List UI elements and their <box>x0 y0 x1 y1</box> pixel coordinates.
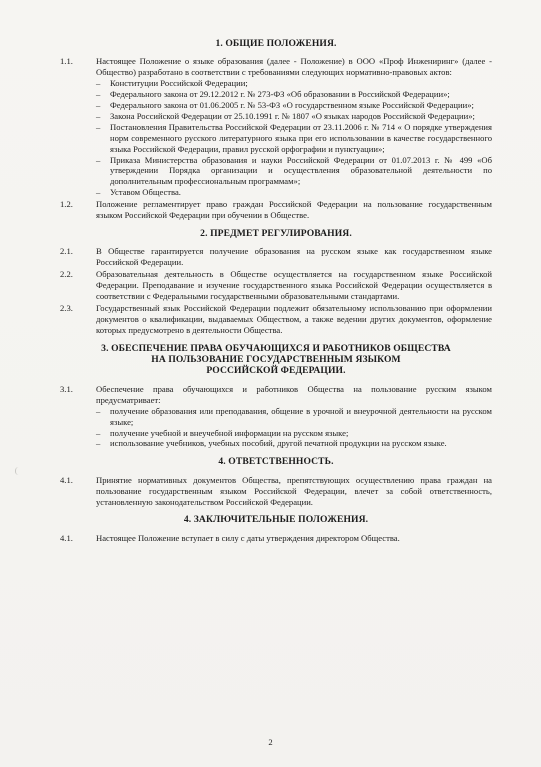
section-title: 2. ПРЕДМЕТ РЕГУЛИРОВАНИЯ. <box>200 228 352 239</box>
paragraph-body <box>96 56 492 198</box>
list-dash: – <box>96 110 101 121</box>
paragraph-number: 1.2. <box>60 199 73 210</box>
paragraph-number: 2.1. <box>60 246 73 257</box>
paragraph-2-3 <box>60 303 492 336</box>
paragraph-text: Принятие нормативных документов Общества, препятствующих осуществлению права граждан на пользование государственным языком Российской Федерации, влечет за собой ответственность, установленную законодательством Российской Федерации. <box>96 474 492 507</box>
paragraph-number: 4.1. <box>60 532 73 543</box>
list-item-text: Конституции Российской Федерации; <box>110 78 248 89</box>
section-title: 1. ОБЩИЕ ПОЛОЖЕНИЯ. <box>215 38 337 49</box>
list-item <box>96 111 492 122</box>
list-dash: – <box>96 89 101 100</box>
paragraph-2-1 <box>60 246 492 268</box>
paragraph-number: 2.3. <box>60 302 73 313</box>
punch-hole-mark <box>15 467 22 475</box>
list-item-text: использование учебников, учебных пособий, другой печатной продукции на русском языке. <box>110 438 447 449</box>
list-item-text: Уставом Общества. <box>110 187 181 198</box>
list-item-text: Федерального закона от 01.06.2005 г. № 53-ФЗ «О государственном языке Российской Федерации»; <box>110 100 474 111</box>
section-title: 4. ЗАКЛЮЧИТЕЛЬНЫЕ ПОЛОЖЕНИЯ. <box>183 514 369 526</box>
list-item <box>96 100 492 111</box>
list-item <box>96 406 492 428</box>
section-title <box>60 343 492 377</box>
list-dash: – <box>96 405 101 416</box>
section-subject-of-regulation <box>60 228 492 336</box>
list-item-text: Постановления Правительства Российской Федерации от 23.11.2006 г. № 714 « О порядке утверждения норм современного русского литературного языка при его использовании в качестве государственного языка Российской Федерации, правил русской орфографии и пунктуации»; <box>110 121 492 154</box>
section-general-provisions <box>60 38 492 221</box>
paragraph-1-1 <box>60 56 492 198</box>
list-item <box>96 428 492 439</box>
section-title-line: 3. ОБЕСПЕЧЕНИЕ ПРАВА ОБУЧАЮЩИХСЯ И РАБОТНИКОВ ОБЩЕСТВА <box>101 342 451 354</box>
list-item <box>96 122 492 155</box>
list-item-text: Приказа Министерства образования и науки Российской Федерации от 01.07.2013 г. № 499 «Об утверждении Порядка организации и осуществления образовательной деятельности по дополнительным профессиональным программам»; <box>110 154 492 187</box>
section-final-provisions <box>60 514 492 543</box>
paragraph-1-2 <box>60 199 492 221</box>
section-title-line: НА ПОЛЬЗОВАНИЕ ГОСУДАРСТВЕННЫМ ЯЗЫКОМ <box>151 354 401 366</box>
list-item-text: получение учебной и внеучебной информации на русском языке; <box>110 427 349 438</box>
paragraph-number: 1.1. <box>60 56 73 67</box>
paragraph-2-2 <box>60 269 492 302</box>
document-body <box>60 38 492 551</box>
legal-acts-list <box>96 78 492 198</box>
list-item-text: получение образования или преподавания, общение в урочной и внеурочной деятельности на русском языке; <box>110 405 492 427</box>
paragraph-4-1 <box>60 475 492 508</box>
list-dash: – <box>96 78 101 89</box>
list-dash: – <box>96 438 101 449</box>
paragraph-text: Образовательная деятельность в Обществе осуществляется на государственном языке Российской Федерации. Преподавание и изучение государственного языка Российской Федерации осуществляется в соответствии с Федеральными государственными образовательными стандартами. <box>96 269 492 302</box>
paragraph-number: 4.1. <box>60 474 73 485</box>
list-item <box>96 187 492 198</box>
list-item <box>96 438 492 449</box>
list-dash: – <box>96 427 101 438</box>
paragraph-number: 2.2. <box>60 269 73 280</box>
section-title-line: РОССИЙСКОЙ ФЕДЕРАЦИИ. <box>206 365 346 377</box>
paragraph-final-4-1 <box>60 533 492 544</box>
rights-list <box>96 406 492 450</box>
list-item <box>96 155 492 188</box>
page-number: 2 <box>268 737 273 747</box>
paragraph-text: Настоящее Положение вступает в силу с даты утверждения директором Общества. <box>96 532 400 543</box>
section-responsibility <box>60 456 492 507</box>
paragraph-text: Обеспечение права обучающихся и работников Общества на пользование русским языком предусматривает: <box>96 383 492 405</box>
list-dash: – <box>96 187 101 198</box>
list-dash: – <box>96 154 101 165</box>
list-item <box>96 78 492 89</box>
paragraph-text: В Обществе гарантируется получение образования на русском языке как государственном языке Российской Федерации. <box>96 246 492 268</box>
paragraph-text: Настоящее Положение о языке образования (далее - Положение) в ООО «Проф Инжениринг» (далее - Общество) разработано в соответствии с требованиями следующих нормативно-правовых актов: <box>96 56 492 78</box>
list-dash: – <box>96 100 101 111</box>
list-item <box>96 89 492 100</box>
list-dash: – <box>96 121 101 132</box>
paragraph-body <box>96 384 492 449</box>
paragraph-3-1 <box>60 384 492 449</box>
paragraph-text: Государственный язык Российской Федерации подлежит обязательному использованию при оформлении документов о квалификации, выдаваемых Обществом, а также ведении других документов, оформление которых предусмотрено в деятельности Общества. <box>96 302 492 335</box>
paragraph-number: 3.1. <box>60 383 73 394</box>
list-item-text: Федерального закона от 29.12.2012 г. № 273-ФЗ «Об образовании в Российской Федерации»; <box>110 89 450 100</box>
paragraph-text: Положение регламентирует право граждан Российской Федерации на пользование государственным языком Российской Федерации при обучении в Обществе. <box>96 199 492 221</box>
section-language-rights <box>60 343 492 450</box>
list-item-text: Закона Российской Федерации от 25.10.1991 г. № 1807 «О языках народов Российской Федерации»; <box>110 110 475 121</box>
section-title: 4. ОТВЕТСТВЕННОСТЬ. <box>218 456 334 468</box>
